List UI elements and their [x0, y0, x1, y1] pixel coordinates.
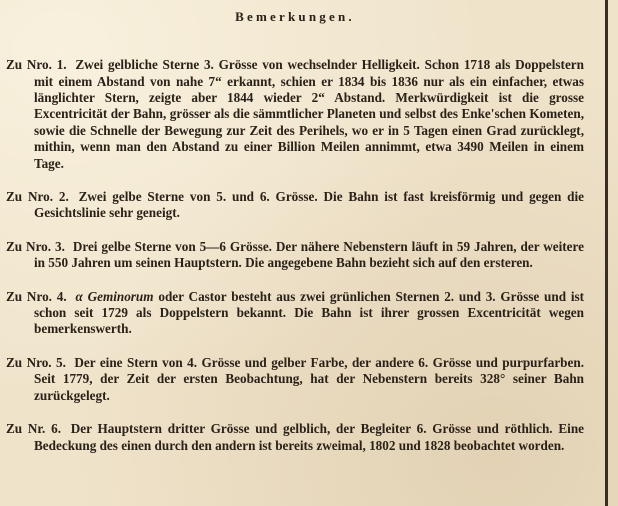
notes-list [6, 44, 584, 471]
note-3-text: Drei gelbe Sterne von 5—6 Grösse. Der nähere Nebenstern läuft in 59 Jahren, der weitere in 550 Jahren um seinen Hauptstern. Die angegebene Bahn bezieht sich auf den ersteren. [34, 238, 584, 271]
note-5-text: Der eine Stern von 4. Grösse und gelber Farbe, der andere 6. Grösse und purpurfarben. Seit 1779, der Zeit der ersten Beobachtung, hat der Nebenstern bereits 328° seiner Bahn zurückgelegt. [34, 354, 584, 403]
note-3 [6, 239, 584, 272]
page-heading: Bemerkungen. [235, 9, 355, 24]
note-4-text: oder Castor besteht aus zwei grünlichen Sternen 2. und 3. Grösse und ist schon seit 1729 als Doppelstern bekannt. Die Bahn ist ihrer grossen Excentricität wegen bemerkenswerth. [34, 288, 585, 337]
note-2-lead: Zu Nro. 2. [6, 189, 69, 205]
note-1-lead: Zu Nro. 1. [6, 57, 67, 73]
note-5-lead: Zu Nro. 5. [6, 354, 66, 370]
note-1-text: Zwei gelbliche Sterne 3. Grösse von wechselnder Helligkeit. Schon 1718 als Doppelstern mit einem Abstand von nahe 7“ erkannt, schien er 1834 bis 1836 nur als ein einfacher, etwas länglichter Stern, zeigte aber 1844 wieder 2“ Abstand. Merkwürdigkeit ist die grosse Excentricität der Bahn, grösser als die sämmtlicher Planeten und selbst des Enke'schen Kometen, sowie die Schnelle der Bewegung zur Zeit des Perihels, wo er in 5 Tagen einen Grad zurücklegt, mithin, wenn man den Abstand zu einer Billion Meilen annimmt, etwa 3490 Meilen in einem Tage. [34, 57, 584, 171]
note-2 [6, 189, 584, 222]
note-3-lead: Zu Nro. 3. [6, 238, 65, 254]
note-6-text: Der Hauptstern dritter Grösse und gelblich, der Begleiter 6. Grösse und röthlich. Eine Bedeckung des einen durch den andern ist bereits zweimal, 1802 und 1828 beobachtet worden. [34, 421, 585, 453]
note-6 [6, 421, 584, 454]
note-5 [6, 355, 584, 404]
note-4 [6, 289, 584, 338]
right-border-rule [605, 0, 608, 506]
note-6-lead: Zu Nr. 6. [6, 421, 62, 437]
note-4-star-name: α Geminorum [75, 288, 154, 304]
note-4-lead: Zu Nro. 4. [6, 288, 67, 304]
note-2-text: Zwei gelbe Sterne von 5. und 6. Grösse. Die Bahn ist fast kreisförmig und gegen die Gesichtslinie sehr geneigt. [34, 189, 584, 221]
note-1 [6, 57, 584, 172]
